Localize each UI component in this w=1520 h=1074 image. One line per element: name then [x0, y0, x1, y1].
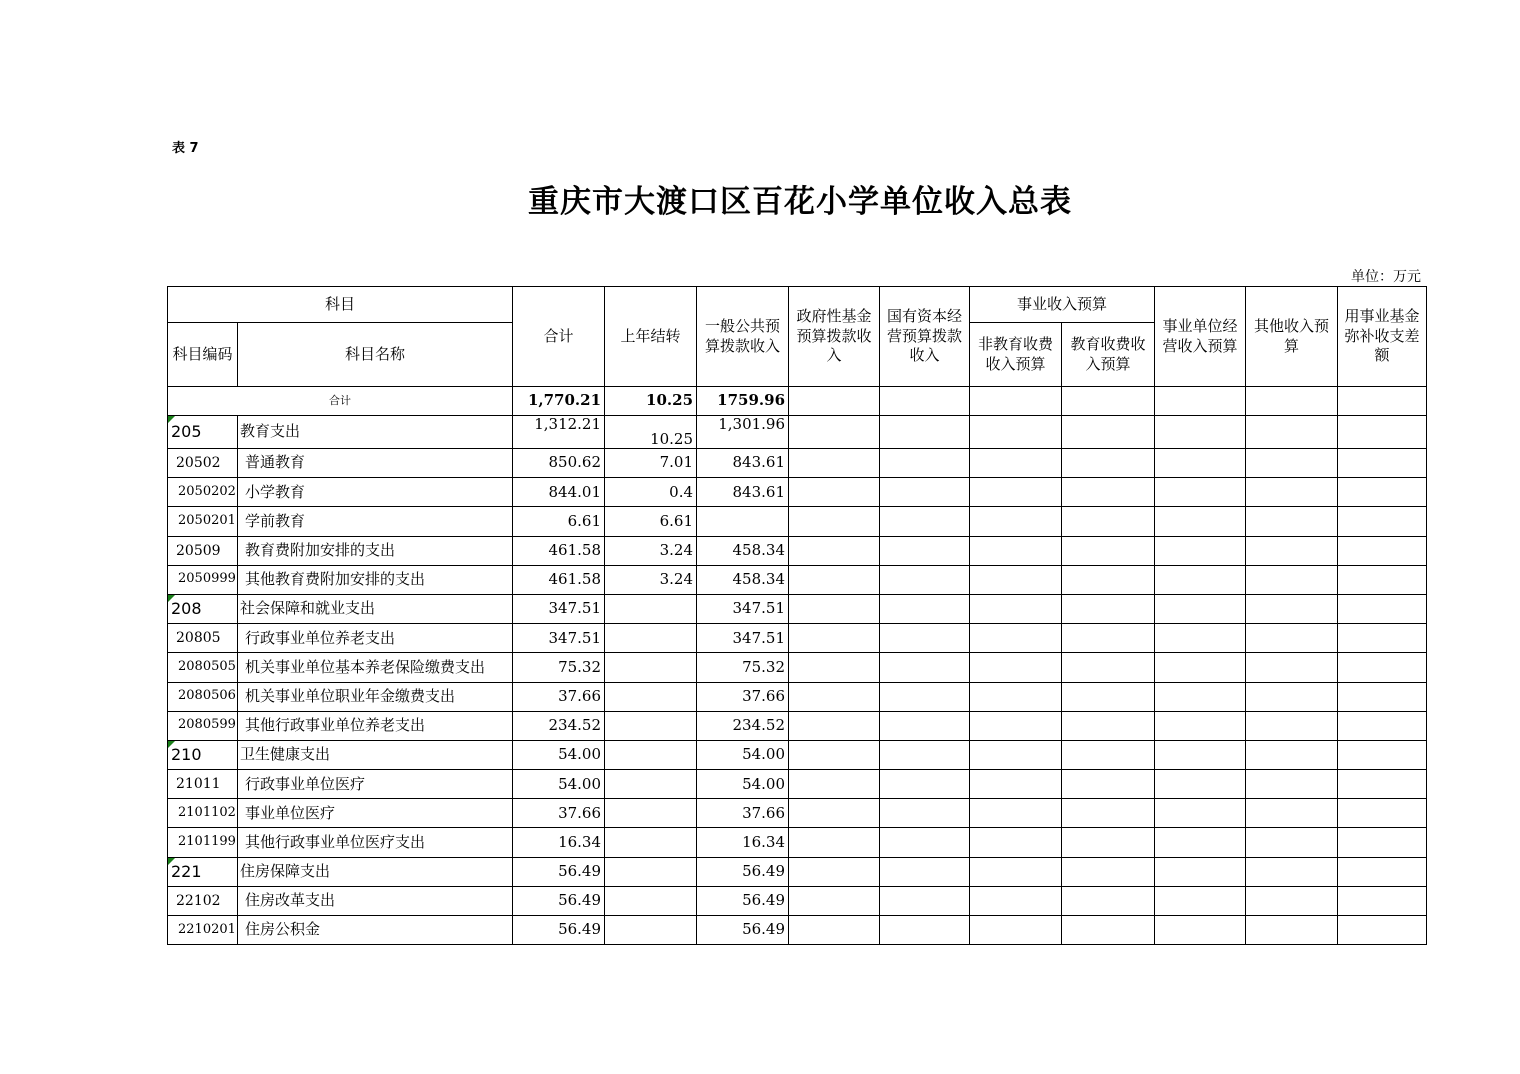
empty-cell: [880, 682, 970, 711]
empty-cell: [1062, 478, 1155, 507]
row-carryover: [605, 740, 697, 769]
header-gov-fund: 政府性基金预算拨款收入: [789, 287, 880, 387]
row-total: 1,312.21: [513, 416, 605, 449]
row-total: 850.62: [513, 449, 605, 478]
table-row: [168, 770, 1427, 799]
empty-cell: [789, 886, 880, 915]
empty-cell: [970, 682, 1062, 711]
empty-cell: [1155, 449, 1246, 478]
empty-cell: [970, 916, 1062, 945]
empty-cell: [1155, 536, 1246, 565]
header-total: 合计: [513, 287, 605, 387]
empty-cell: [1246, 857, 1338, 886]
row-general: 843.61: [697, 449, 789, 478]
total-label: 合计: [168, 387, 513, 416]
header-operating-income: 事业单位经营收入预算: [1155, 287, 1246, 387]
empty-cell: [880, 507, 970, 536]
empty-cell: [789, 711, 880, 740]
empty-cell: [1246, 711, 1338, 740]
empty-cell: [1338, 416, 1427, 449]
row-general: 347.51: [697, 624, 789, 653]
empty-cell: [1155, 594, 1246, 623]
row-carryover: 3.24: [605, 565, 697, 594]
subject-code: 2080599: [168, 711, 238, 740]
empty-cell: [1155, 682, 1246, 711]
empty-cell: [880, 770, 970, 799]
row-carryover: 10.25: [605, 416, 697, 449]
row-total: 461.58: [513, 565, 605, 594]
table-row: [168, 682, 1427, 711]
table-number: 表 7: [172, 141, 199, 156]
table-row: [168, 416, 1427, 449]
row-total: 37.66: [513, 682, 605, 711]
subject-name: 其他教育费附加安排的支出: [238, 565, 513, 594]
header-state-capital: 国有资本经营预算拨款收入: [880, 287, 970, 387]
subject-code: 2050202: [168, 478, 238, 507]
header-row-1: [168, 287, 1427, 323]
row-general: 54.00: [697, 740, 789, 769]
empty-cell: [1155, 711, 1246, 740]
empty-cell: [789, 565, 880, 594]
empty-cell: [1246, 449, 1338, 478]
header-general-budget: 一般公共预算拨款收入: [697, 287, 789, 387]
empty-cell: [970, 387, 1062, 416]
empty-cell: [789, 624, 880, 653]
empty-cell: [1062, 449, 1155, 478]
subject-code: 2101199: [168, 828, 238, 857]
empty-cell: [1155, 886, 1246, 915]
row-total: 54.00: [513, 740, 605, 769]
empty-cell: [880, 886, 970, 915]
subject-name: 卫生健康支出: [238, 740, 513, 769]
subject-code: 22102: [168, 886, 238, 915]
subject-code: 205: [168, 416, 238, 449]
table-row: [168, 828, 1427, 857]
row-total: 75.32: [513, 653, 605, 682]
table-row: [168, 799, 1427, 828]
empty-cell: [1246, 653, 1338, 682]
row-total: 6.61: [513, 507, 605, 536]
header-non-edu-fee: 非教育收费收入预算: [970, 323, 1062, 387]
empty-cell: [1338, 624, 1427, 653]
empty-cell: [880, 416, 970, 449]
empty-cell: [880, 653, 970, 682]
row-carryover: [605, 857, 697, 886]
income-summary-table: [167, 286, 1427, 945]
row-general: 37.66: [697, 799, 789, 828]
empty-cell: [880, 916, 970, 945]
empty-cell: [789, 857, 880, 886]
empty-cell: [1062, 886, 1155, 915]
header-edu-fee: 教育收费收入预算: [1062, 323, 1155, 387]
document-title: 重庆市大渡口区百花小学单位收入总表: [528, 184, 1072, 220]
empty-cell: [970, 886, 1062, 915]
empty-cell: [970, 770, 1062, 799]
empty-cell: [1155, 770, 1246, 799]
row-carryover: [605, 886, 697, 915]
empty-cell: [1338, 653, 1427, 682]
empty-cell: [789, 478, 880, 507]
empty-cell: [970, 478, 1062, 507]
subject-code: 2080506: [168, 682, 238, 711]
total-carryover: 10.25: [605, 387, 697, 416]
empty-cell: [1155, 387, 1246, 416]
empty-cell: [1338, 449, 1427, 478]
empty-cell: [880, 711, 970, 740]
empty-cell: [1062, 711, 1155, 740]
empty-cell: [789, 449, 880, 478]
empty-cell: [1246, 828, 1338, 857]
subject-name: 小学教育: [238, 478, 513, 507]
empty-cell: [1338, 565, 1427, 594]
row-total: 37.66: [513, 799, 605, 828]
empty-cell: [1062, 770, 1155, 799]
subject-code: 20509: [168, 536, 238, 565]
header-code: 科目编码: [168, 323, 238, 387]
row-carryover: 0.4: [605, 478, 697, 507]
empty-cell: [880, 740, 970, 769]
row-general: 458.34: [697, 536, 789, 565]
row-general: 16.34: [697, 828, 789, 857]
table-row: [168, 886, 1427, 915]
empty-cell: [1155, 624, 1246, 653]
empty-cell: [1338, 507, 1427, 536]
subject-name: 住房公积金: [238, 916, 513, 945]
row-total: 347.51: [513, 624, 605, 653]
empty-cell: [1062, 624, 1155, 653]
subject-name: 行政事业单位养老支出: [238, 624, 513, 653]
row-general: [697, 507, 789, 536]
empty-cell: [1246, 770, 1338, 799]
empty-cell: [1062, 536, 1155, 565]
empty-cell: [789, 387, 880, 416]
empty-cell: [1062, 387, 1155, 416]
empty-cell: [1246, 507, 1338, 536]
row-total: 844.01: [513, 478, 605, 507]
subject-code: 2210201: [168, 916, 238, 945]
empty-cell: [1062, 828, 1155, 857]
subject-name: 行政事业单位医疗: [238, 770, 513, 799]
empty-cell: [789, 740, 880, 769]
empty-cell: [970, 828, 1062, 857]
subject-name: 住房改革支出: [238, 886, 513, 915]
empty-cell: [1062, 565, 1155, 594]
empty-cell: [880, 449, 970, 478]
empty-cell: [1338, 740, 1427, 769]
empty-cell: [1155, 916, 1246, 945]
empty-cell: [789, 916, 880, 945]
empty-cell: [1246, 682, 1338, 711]
empty-cell: [1338, 828, 1427, 857]
empty-cell: [1062, 416, 1155, 449]
row-general: 54.00: [697, 770, 789, 799]
empty-cell: [1338, 916, 1427, 945]
table-row: [168, 916, 1427, 945]
subject-name: 普通教育: [238, 449, 513, 478]
empty-cell: [789, 507, 880, 536]
total-row: [168, 387, 1427, 416]
empty-cell: [1155, 478, 1246, 507]
empty-cell: [1155, 857, 1246, 886]
header-other-income: 其他收入预算: [1246, 287, 1338, 387]
subject-name: 其他行政事业单位养老支出: [238, 711, 513, 740]
table-row: [168, 507, 1427, 536]
subject-name: 社会保障和就业支出: [238, 594, 513, 623]
row-total: 54.00: [513, 770, 605, 799]
total-sum: 1,770.21: [513, 387, 605, 416]
empty-cell: [970, 740, 1062, 769]
subject-code: 21011: [168, 770, 238, 799]
row-general: 1,301.96: [697, 416, 789, 449]
table-row: [168, 565, 1427, 594]
empty-cell: [1338, 387, 1427, 416]
empty-cell: [1062, 799, 1155, 828]
row-carryover: [605, 594, 697, 623]
empty-cell: [880, 828, 970, 857]
row-carryover: [605, 711, 697, 740]
table-row: [168, 624, 1427, 653]
empty-cell: [970, 624, 1062, 653]
subject-code: 2080505: [168, 653, 238, 682]
empty-cell: [1246, 478, 1338, 507]
table-row: [168, 536, 1427, 565]
subject-name: 住房保障支出: [238, 857, 513, 886]
empty-cell: [789, 799, 880, 828]
subject-code: 20805: [168, 624, 238, 653]
empty-cell: [1155, 565, 1246, 594]
subject-name: 学前教育: [238, 507, 513, 536]
empty-cell: [789, 416, 880, 449]
empty-cell: [880, 536, 970, 565]
row-general: 234.52: [697, 711, 789, 740]
empty-cell: [1338, 799, 1427, 828]
empty-cell: [1062, 653, 1155, 682]
subject-code: 20502: [168, 449, 238, 478]
empty-cell: [1338, 594, 1427, 623]
header-subject: 科目: [168, 287, 513, 323]
subject-code: 2050201: [168, 507, 238, 536]
empty-cell: [1062, 507, 1155, 536]
empty-cell: [1246, 916, 1338, 945]
empty-cell: [1062, 594, 1155, 623]
row-general: 843.61: [697, 478, 789, 507]
header-carryover: 上年结转: [605, 287, 697, 387]
header-business-income: 事业收入预算: [970, 287, 1155, 323]
row-total: 56.49: [513, 886, 605, 915]
empty-cell: [1246, 565, 1338, 594]
table-row: [168, 740, 1427, 769]
row-carryover: [605, 682, 697, 711]
row-total: 56.49: [513, 857, 605, 886]
empty-cell: [1155, 740, 1246, 769]
empty-cell: [880, 387, 970, 416]
empty-cell: [1246, 536, 1338, 565]
row-carryover: 6.61: [605, 507, 697, 536]
empty-cell: [970, 711, 1062, 740]
empty-cell: [789, 682, 880, 711]
empty-cell: [970, 507, 1062, 536]
empty-cell: [789, 594, 880, 623]
empty-cell: [970, 594, 1062, 623]
empty-cell: [1062, 682, 1155, 711]
subject-name: 其他行政事业单位医疗支出: [238, 828, 513, 857]
header-reserve-fund: 用事业基金弥补收支差额: [1338, 287, 1427, 387]
table-row: [168, 594, 1427, 623]
row-total: 56.49: [513, 916, 605, 945]
empty-cell: [1062, 857, 1155, 886]
subject-name: 事业单位医疗: [238, 799, 513, 828]
table-row: [168, 711, 1427, 740]
row-total: 347.51: [513, 594, 605, 623]
empty-cell: [1246, 740, 1338, 769]
row-carryover: [605, 770, 697, 799]
empty-cell: [1338, 536, 1427, 565]
empty-cell: [1338, 886, 1427, 915]
header-name: 科目名称: [238, 323, 513, 387]
row-total: 16.34: [513, 828, 605, 857]
row-general: 37.66: [697, 682, 789, 711]
empty-cell: [880, 857, 970, 886]
row-total: 234.52: [513, 711, 605, 740]
table-row: [168, 449, 1427, 478]
table-row: [168, 857, 1427, 886]
empty-cell: [1155, 653, 1246, 682]
empty-cell: [1338, 711, 1427, 740]
subject-name: 教育费附加安排的支出: [238, 536, 513, 565]
empty-cell: [1246, 886, 1338, 915]
table-row: [168, 478, 1427, 507]
row-general: 56.49: [697, 916, 789, 945]
row-carryover: 7.01: [605, 449, 697, 478]
empty-cell: [880, 478, 970, 507]
subject-code: 221: [168, 857, 238, 886]
empty-cell: [1246, 387, 1338, 416]
row-carryover: [605, 799, 697, 828]
subject-name: 教育支出: [238, 416, 513, 449]
empty-cell: [789, 770, 880, 799]
empty-cell: [1062, 740, 1155, 769]
empty-cell: [1338, 682, 1427, 711]
empty-cell: [789, 828, 880, 857]
subject-name: 机关事业单位基本养老保险缴费支出: [238, 653, 513, 682]
subject-code: 210: [168, 740, 238, 769]
empty-cell: [880, 594, 970, 623]
empty-cell: [880, 799, 970, 828]
row-general: 56.49: [697, 857, 789, 886]
total-general: 1759.96: [697, 387, 789, 416]
empty-cell: [1246, 416, 1338, 449]
empty-cell: [970, 536, 1062, 565]
empty-cell: [1338, 857, 1427, 886]
empty-cell: [789, 653, 880, 682]
empty-cell: [970, 799, 1062, 828]
unit-label: 单位：万元: [1351, 269, 1421, 285]
subject-code: 2101102: [168, 799, 238, 828]
subject-name: 机关事业单位职业年金缴费支出: [238, 682, 513, 711]
empty-cell: [1246, 594, 1338, 623]
row-general: 75.32: [697, 653, 789, 682]
empty-cell: [1155, 799, 1246, 828]
empty-cell: [970, 449, 1062, 478]
empty-cell: [789, 536, 880, 565]
empty-cell: [1062, 916, 1155, 945]
row-general: 458.34: [697, 565, 789, 594]
empty-cell: [1338, 770, 1427, 799]
row-carryover: 3.24: [605, 536, 697, 565]
row-total: 461.58: [513, 536, 605, 565]
row-carryover: [605, 916, 697, 945]
empty-cell: [1246, 624, 1338, 653]
empty-cell: [970, 565, 1062, 594]
table-row: [168, 653, 1427, 682]
empty-cell: [1246, 799, 1338, 828]
row-carryover: [605, 624, 697, 653]
empty-cell: [1155, 416, 1246, 449]
subject-code: 208: [168, 594, 238, 623]
empty-cell: [1155, 828, 1246, 857]
empty-cell: [880, 624, 970, 653]
empty-cell: [880, 565, 970, 594]
empty-cell: [970, 857, 1062, 886]
row-general: 56.49: [697, 886, 789, 915]
row-carryover: [605, 828, 697, 857]
empty-cell: [1338, 478, 1427, 507]
empty-cell: [1155, 507, 1246, 536]
row-general: 347.51: [697, 594, 789, 623]
empty-cell: [970, 653, 1062, 682]
subject-code: 2050999: [168, 565, 238, 594]
empty-cell: [970, 416, 1062, 449]
row-carryover: [605, 653, 697, 682]
